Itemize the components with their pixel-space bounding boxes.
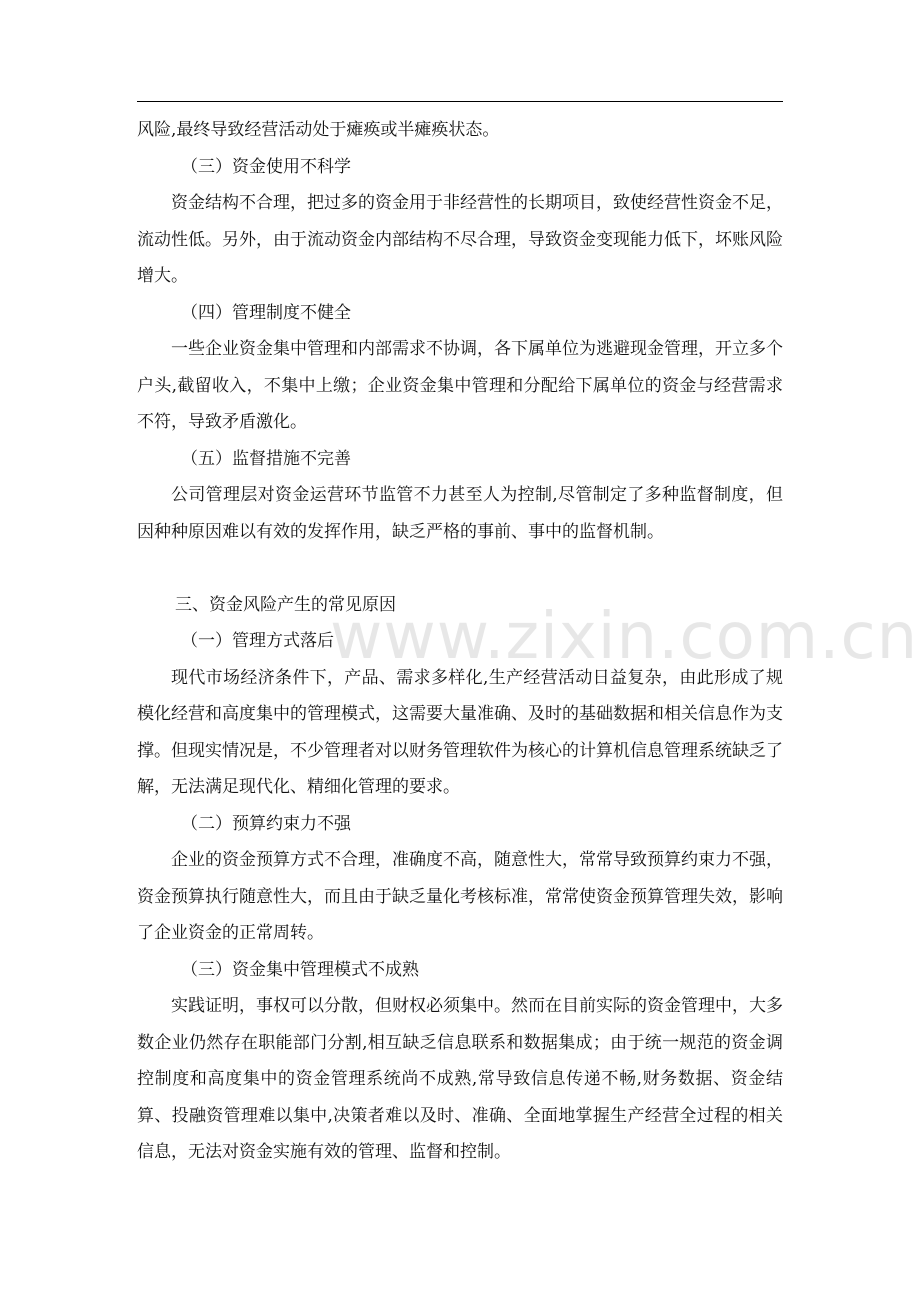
subsection-heading: （四）管理制度不健全: [181, 302, 351, 323]
subsection-heading: （五）监督措施不完善: [181, 448, 351, 469]
section-heading: 三、资金风险产生的常见原因: [175, 594, 396, 615]
blank-line: [137, 550, 783, 587]
subsection-heading: （三）资金使用不科学: [181, 156, 351, 177]
paragraph: 风险,最终导致经营活动处于瘫痪或半瘫痪状态。: [137, 120, 500, 140]
subsection-heading: （二）预算约束力不强: [181, 813, 351, 834]
paragraph: 现代市场经济条件下，产品、需求多样化,生产经营活动日益复杂，由此形成了规模化经营和高度集中的管理模式，这需要大量准确、及时的基础数据和相关信息作为支撑。但现实情况是，不少管理者对以财务管理软件为核心的计算机信息管理系统缺乏了解，无法满足现代化、精细化管理的要求。: [137, 667, 783, 797]
paragraph: 企业的资金预算方式不合理，准确度不高，随意性大，常常导致预算约束力不强，资金预算执行随意性大，而且由于缺乏量化考核标准，常常使资金预算管理失效，影响了企业资金的正常周转。: [137, 850, 783, 943]
paragraph: 实践证明，事权可以分散，但财权必须集中。然而在目前实际的资金管理中，大多数企业仍然存在职能部门分割,相互缺乏信息联系和数据集成；由于统一规范的资金调控制度和高度集中的资金管理系统尚不成熟,常导致信息传递不畅,财务数据、资金结算、投融资管理难以集中,决策者难以及时、准确、全面地掌握生产经营全过程的相关信息，无法对资金实施有效的管理、监督和控制。: [137, 996, 783, 1162]
watermark: www.zixin.com.cn: [330, 600, 919, 674]
paragraph: 一些企业资金集中管理和内部需求不协调，各下属单位为逃避现金管理，开立多个户头,截留收入，不集中上缴；企业资金集中管理和分配给下属单位的资金与经营需求不符，导致矛盾激化。: [137, 339, 783, 432]
subsection-heading: （一）管理方式落后: [181, 631, 334, 651]
paragraph: 公司管理层对资金运营环节监管不力甚至人为控制,尽管制定了多种监督制度，但因种种原因难以有效的发挥作用，缺乏严格的事前、事中的监督机制。: [137, 485, 783, 542]
paragraph: 资金结构不合理，把过多的资金用于非经营性的长期项目，致使经营性资金不足，流动性低。另外，由于流动资金内部结构不尽合理，导致资金变现能力低下，坏账风险增大。: [137, 193, 783, 286]
header-rule: [137, 101, 783, 102]
subsection-heading: （三）资金集中管理模式不成熟: [181, 959, 419, 980]
document-body: [137, 112, 783, 1171]
